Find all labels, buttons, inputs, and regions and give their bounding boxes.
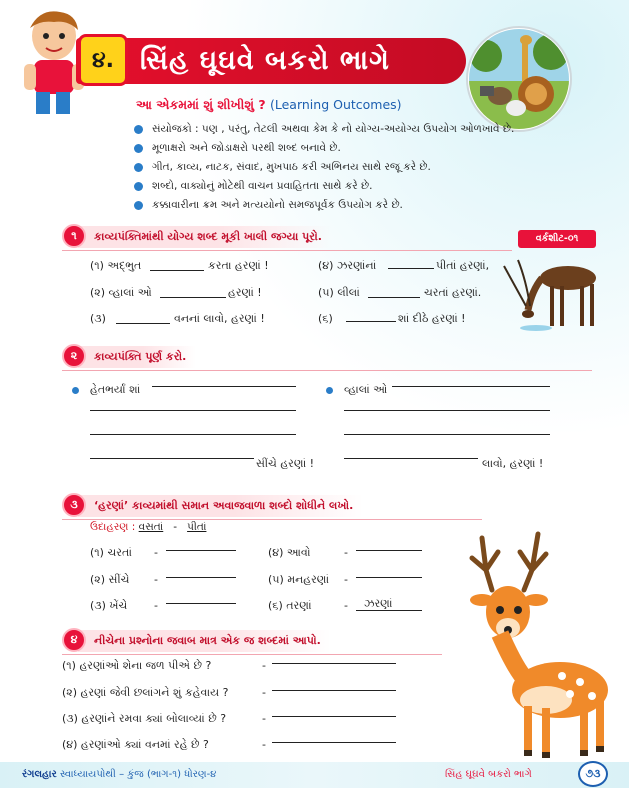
s3-q2-dash: - (154, 573, 158, 586)
lesson-number: ૪. (78, 34, 128, 86)
s2-left-blank-1[interactable] (152, 386, 296, 387)
bullet-icon (134, 125, 143, 134)
s3-q6-dash: - (344, 599, 348, 612)
s2-right-blank-4[interactable] (344, 458, 478, 459)
s2-left-blank-3[interactable] (90, 434, 296, 435)
s4-q4: (૪) હરણાંઓ ક્યાં વનમાં રહે છે ? (62, 738, 209, 751)
section-1-heading (62, 226, 502, 248)
s1-q2-blank[interactable] (160, 297, 226, 298)
s2-right-blank-2[interactable] (344, 410, 550, 411)
s4-q1-blank[interactable] (272, 663, 396, 664)
s3-q6: (૬) તરણાં (268, 599, 312, 612)
bullet-icon (134, 201, 143, 210)
section-3-number: ૩ (62, 493, 86, 517)
section-3-rule (62, 519, 482, 520)
worksheet-badge: વર્કશીટ-૦૧ (518, 230, 596, 248)
s1-q4-after: પીતાં હરણાં, (436, 259, 490, 272)
s4-q1-dash: - (262, 659, 266, 672)
s1-q5-after: ચરતાં હરણાં. (424, 286, 482, 299)
s1-q1: (૧) અદ્ભુત (90, 259, 142, 272)
section-2-heading (62, 346, 362, 368)
s1-q2: (૨) વ્હાલાં ઓ (90, 286, 152, 299)
s2-right-end: લાવો, હરણાં ! (482, 457, 544, 470)
list-item: કક્કાવારીના ક્રમ અને મત્યયોનો સમજપૂર્વક ઉપયોગ કરે છે. (132, 196, 592, 215)
s2-right-blank-3[interactable] (344, 434, 550, 435)
section-2-number: ૨ (62, 344, 86, 368)
s1-q4-blank[interactable] (388, 268, 434, 269)
s3-q3-dash: - (154, 599, 158, 612)
section-1-number: ૧ (62, 224, 86, 248)
learning-outcomes-heading (136, 97, 402, 117)
s2-right-blank-1[interactable] (392, 386, 550, 387)
s4-q2-dash: - (262, 686, 266, 699)
list-item: ગીત, કાવ્ય, નાટક, સંવાદ, મુખપાઠ કરી અભિનય સાથે રજૂ કરે છે. (132, 158, 592, 177)
section-1-rule (62, 250, 512, 251)
section-3-heading (62, 495, 462, 517)
s3-q4: (૪) આવો (268, 546, 311, 559)
learning-outcomes-heading-english: (Learning Outcomes) (269, 97, 402, 112)
s1-q6-after: શાં દીઠે હરણાં ! (398, 312, 466, 325)
section-3-title: ‘હરણાં’ કાવ્યમાંથી સમાન અવાજવાળા શબ્દો શોધીને લખો. (78, 495, 363, 517)
bullet-icon (326, 387, 333, 394)
s3-q2: (૨) સીંચે (90, 573, 130, 586)
s1-q2-after: હરણાં ! (228, 286, 262, 299)
s1-q3: (૩) (90, 312, 106, 325)
s4-q3: (૩) હરણાંને રમવા ક્યાં બોલાવ્યાં છે ? (62, 712, 227, 725)
s3-q5-dash: - (344, 573, 348, 586)
s2-right-start: વ્હાલાં ઓ (344, 383, 388, 396)
s3-q5: (૫) મનહરણાં (268, 573, 330, 586)
s3-q3-blank[interactable] (166, 603, 236, 604)
list-item: મૂળાક્ષરો અને જોડાક્ષરો પરથી શબ્દ બનાવે છે. (132, 139, 592, 158)
s1-q1-blank[interactable] (150, 270, 204, 271)
s1-q5: (૫) લીલાં (318, 286, 360, 299)
bullet-icon (134, 144, 143, 153)
s3-q2-blank[interactable] (166, 577, 236, 578)
s1-q3-after: વનનાં લાવો, હરણાં ! (174, 312, 265, 325)
s4-q4-blank[interactable] (272, 742, 396, 743)
s3-q6-answer: ઝરણાં (364, 597, 393, 610)
s1-q3-blank[interactable] (116, 323, 170, 324)
s3-example: ઉદાહરણ : વસતાં - પીતાં (90, 521, 207, 533)
section-1-title: કાવ્યપંક્તિમાંથી યોગ્ય શબ્દ મૂકી ખાલી જગ્યા પૂરો. (78, 226, 332, 248)
s3-q1-blank[interactable] (166, 550, 236, 551)
list-item: સંયોજકો : પણ , પરંતુ, તેટલી અથવા કેમ કે નો યોગ્ય-અયોગ્ય ઉપયોગ ઓળખાવે છે. (132, 120, 592, 139)
s1-q6: (૬) (318, 312, 333, 325)
s4-q3-blank[interactable] (272, 716, 396, 717)
learning-outcomes-list (132, 120, 592, 215)
antelope-illustration (496, 244, 604, 334)
s1-q6-blank[interactable] (346, 321, 396, 322)
s2-left-blank-4[interactable] (90, 458, 254, 459)
section-2-rule (62, 370, 592, 371)
bullet-icon (134, 163, 143, 172)
s3-q3: (૩) ખેંચે (90, 599, 128, 612)
bullet-icon (72, 387, 79, 394)
s3-q4-blank[interactable] (356, 550, 422, 551)
footer-chapter-title: સિંહ ઘૂઘવે બકરો ભાગે (445, 769, 532, 780)
section-4-title: નીચેના પ્રશ્નોના જવાબ માત્ર એક જ શબ્દમાં આપો. (78, 630, 331, 652)
section-4-heading (62, 630, 442, 652)
section-2-title: કાવ્યપંક્તિ પૂર્ણ કરો. (78, 346, 196, 368)
s3-q1-dash: - (154, 546, 158, 559)
s1-q5-blank[interactable] (368, 297, 420, 298)
footer-book-info: રંગલહાર સ્વાધ્યાયપોથી – કુંજ (ભાગ-૧) ધોરણ-૪ (22, 769, 217, 780)
learning-outcomes-heading-gujarati: આ એકમમાં શું શીખીશું ? (136, 97, 266, 112)
deer-illustration (442, 530, 620, 762)
section-4-rule (62, 654, 442, 655)
s2-left-end: સીંચે હરણાં ! (256, 457, 315, 470)
s3-q1: (૧) ચરતાં (90, 546, 132, 559)
section-4-number: ૪ (62, 628, 86, 652)
s4-q1: (૧) હરણાંઓ શેના જળ પીએ છે ? (62, 659, 212, 672)
lesson-title: સિંહ ઘૂઘવે બકરો ભાગે (140, 45, 390, 76)
s3-q5-blank[interactable] (356, 577, 422, 578)
list-item: શબ્દો, વાક્યોનું મોટેથી વાચન પ્રવાહિતતા સાથે કરે છે. (132, 177, 592, 196)
page-number: ૭૩ (578, 761, 608, 787)
bullet-icon (134, 182, 143, 191)
s4-q3-dash: - (262, 712, 266, 725)
s2-left-start: હેતભર્યાં શાં (90, 383, 141, 396)
s3-q6-blank[interactable] (356, 610, 422, 611)
s1-q1-after: કરતા હરણાં ! (208, 259, 269, 272)
animals-illustration (466, 26, 572, 132)
s2-left-blank-2[interactable] (90, 410, 296, 411)
s4-q4-dash: - (262, 738, 266, 751)
s3-q4-dash: - (344, 546, 348, 559)
s4-q2: (૨) હરણાં જેવી છલાંગને શું કહેવાય ? (62, 686, 229, 699)
s1-q4: (૪) ઝરણાંનાં (318, 259, 377, 272)
s4-q2-blank[interactable] (272, 690, 396, 691)
